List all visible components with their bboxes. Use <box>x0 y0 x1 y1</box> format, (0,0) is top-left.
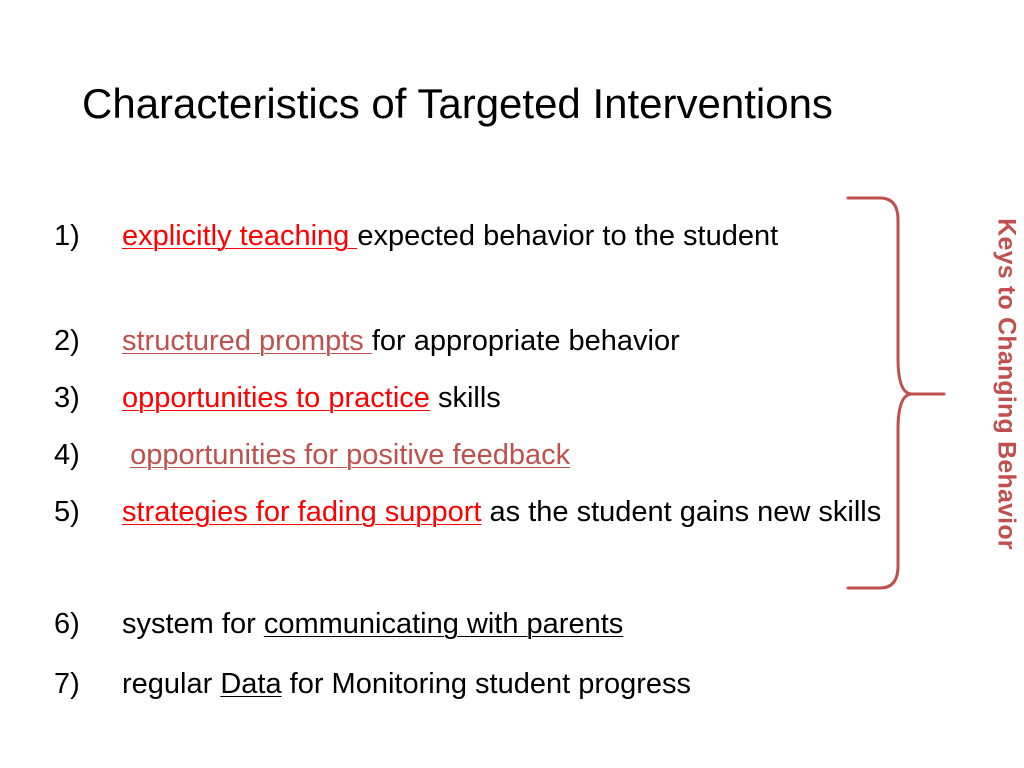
item-number: 7) <box>54 668 80 700</box>
item-text <box>122 375 912 421</box>
item-rest-text: expected behavior to the student <box>357 220 779 252</box>
slide-title: Characteristics of Targeted Interventions <box>82 80 833 127</box>
item-rest-text: as the student gains new skills <box>481 496 882 528</box>
item-key-phrase: opportunities for positive feedback <box>130 439 571 471</box>
item-number: 2) <box>54 325 80 357</box>
item-key-phrase: opportunities to practice <box>122 382 430 414</box>
item-text <box>122 661 912 707</box>
item-number: 3) <box>54 382 80 414</box>
item-key-phrase: structured prompts <box>122 325 372 357</box>
keys-to-changing-behavior-label: Keys to Changing Behavior <box>992 218 1021 550</box>
item-key-phrase: explicitly teaching <box>122 220 358 252</box>
item-number: 4) <box>54 439 80 471</box>
item-lead-text: system for <box>122 608 264 640</box>
item-key-phrase: communicating with parents <box>263 608 624 640</box>
item-number: 6) <box>54 608 80 640</box>
item-number: 1) <box>54 220 80 252</box>
item-rest-text: skills <box>429 382 501 414</box>
item-text <box>122 432 912 478</box>
item-key-phrase: Data <box>220 668 282 700</box>
item-rest-text: for Monitoring student progress <box>281 668 692 700</box>
item-text <box>122 318 912 364</box>
item-rest-text: for appropriate behavior <box>371 325 680 357</box>
item-lead-text: regular <box>122 668 221 700</box>
item-text <box>122 601 912 647</box>
item-lead-text <box>122 439 130 471</box>
item-number: 5) <box>54 496 80 528</box>
item-text <box>122 213 887 259</box>
item-text <box>122 489 922 535</box>
item-key-phrase: strategies for fading support <box>122 496 482 528</box>
right-curly-brace <box>842 190 952 610</box>
